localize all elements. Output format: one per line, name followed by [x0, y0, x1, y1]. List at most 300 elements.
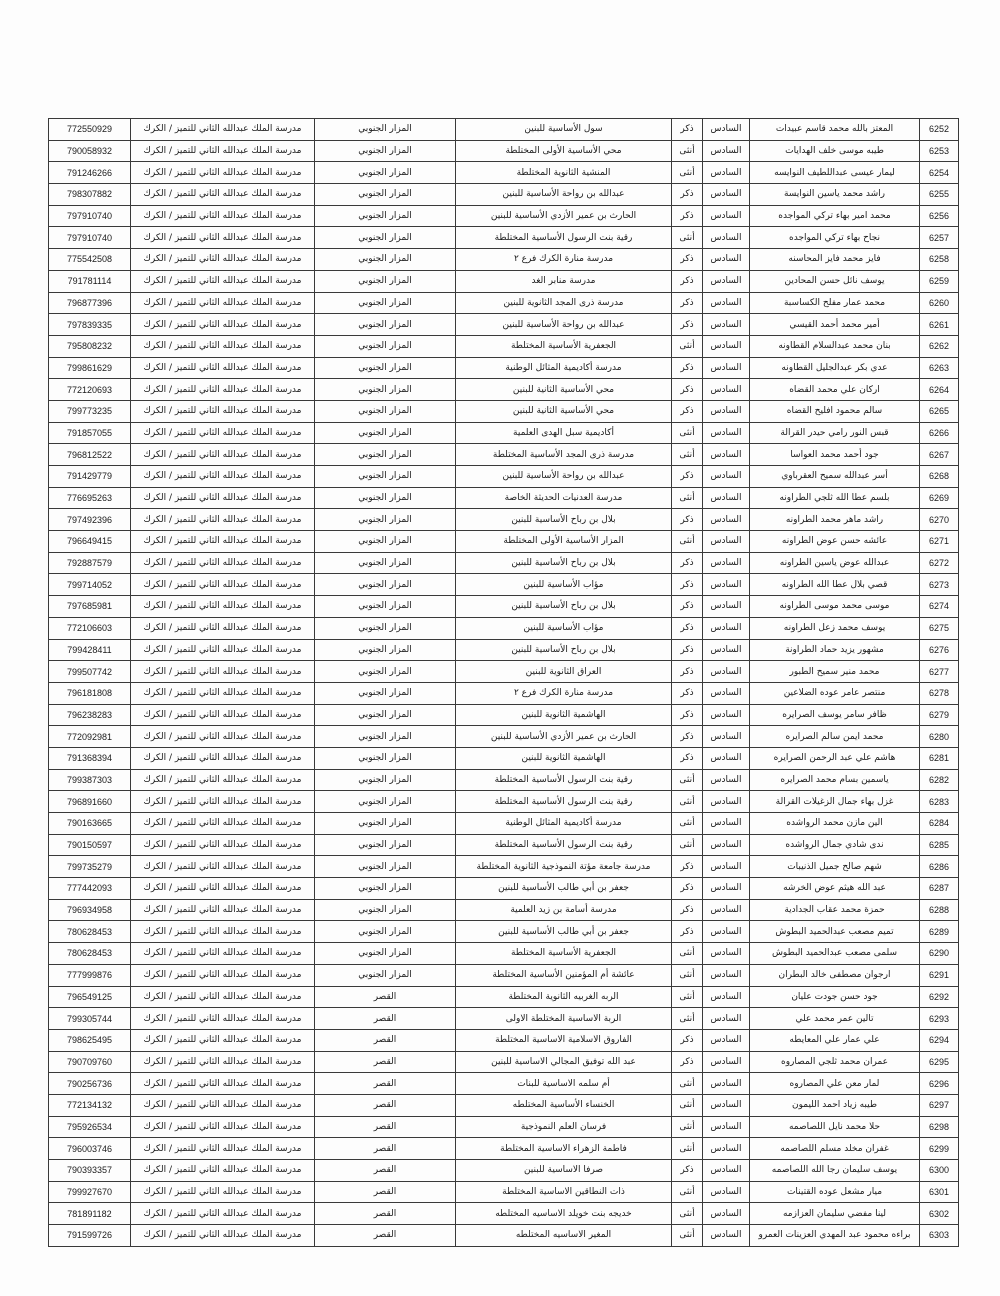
exam-center-cell: مدرسة الملك عبدالله الثاني للتميز / الكرك	[131, 964, 315, 986]
table-row	[49, 1029, 959, 1051]
student-name-cell: عائشه حسن عوض الطراونه	[750, 531, 920, 553]
school-cell: الهاشمية الثانوية للبنين	[456, 747, 672, 769]
phone-cell: 791429779	[49, 466, 131, 488]
grade-cell: السادس	[703, 921, 750, 943]
school-cell: رقية بنت الرسول الأساسية المختلطة	[456, 769, 672, 791]
directorate-cell: المزار الجنوبي	[315, 227, 456, 249]
directorate-cell: المزار الجنوبي	[315, 140, 456, 162]
table-row	[49, 747, 959, 769]
table-row	[49, 1073, 959, 1095]
phone-cell: 776695263	[49, 487, 131, 509]
exam-center-cell: مدرسة الملك عبدالله الثاني للتميز / الكرك	[131, 292, 315, 314]
school-cell: مدرسة العدنيات الحديثة الخاصة	[456, 487, 672, 509]
serial-number-cell: 6290	[920, 943, 959, 965]
serial-number-cell: 6277	[920, 661, 959, 683]
phone-cell: 796549125	[49, 986, 131, 1008]
school-cell: مدرسة ذرى المجد الثانوية للبنين	[456, 292, 672, 314]
table-row	[49, 1225, 959, 1247]
table-row	[49, 162, 959, 184]
grade-cell: السادس	[703, 1116, 750, 1138]
serial-number-cell: 6278	[920, 682, 959, 704]
school-cell: الجعفرية الأساسية المختلطة	[456, 335, 672, 357]
directorate-cell: المزار الجنوبي	[315, 487, 456, 509]
student-name-cell: أمير محمد أحمد القيسي	[750, 314, 920, 336]
exam-center-cell: مدرسة الملك عبدالله الثاني للتميز / الكرك	[131, 878, 315, 900]
school-cell: عبدالله بن رواحة الأساسية للبنين	[456, 466, 672, 488]
table-row	[49, 943, 959, 965]
grade-cell: السادس	[703, 270, 750, 292]
grade-cell: السادس	[703, 661, 750, 683]
table-row	[49, 140, 959, 162]
exam-center-cell: مدرسة الملك عبدالله الثاني للتميز / الكرك	[131, 509, 315, 531]
student-name-cell: تميم مصعب عبدالحميد البطوش	[750, 921, 920, 943]
student-name-cell: عدي بكر عبدالجليل القطاونه	[750, 357, 920, 379]
phone-cell: 772134132	[49, 1094, 131, 1116]
directorate-cell: المزار الجنوبي	[315, 509, 456, 531]
phone-cell: 790393357	[49, 1160, 131, 1182]
school-cell: مؤاب الأساسية للبنين	[456, 574, 672, 596]
student-roster-table	[48, 118, 959, 1247]
phone-cell: 799735279	[49, 856, 131, 878]
table-row	[49, 639, 959, 661]
gender-cell: ذكر	[672, 856, 703, 878]
exam-center-cell: مدرسة الملك عبدالله الثاني للتميز / الكرك	[131, 834, 315, 856]
student-name-cell: منتصر عامر عوده الضلاعين	[750, 682, 920, 704]
student-name-cell: جود حسن جودت عليان	[750, 986, 920, 1008]
student-name-cell: براءه محمود عبد المهدي العزينات العمرو	[750, 1225, 920, 1247]
school-cell: مدرسة منارة الكرك فرع ٢	[456, 682, 672, 704]
school-cell: بلال بن رباح الأساسية للبنين	[456, 509, 672, 531]
grade-cell: السادس	[703, 834, 750, 856]
phone-cell: 790709760	[49, 1051, 131, 1073]
table-row	[49, 466, 959, 488]
phone-cell: 796934958	[49, 899, 131, 921]
gender-cell: ذكر	[672, 1160, 703, 1182]
student-name-cell: بنان محمد عبدالسلام القطاونه	[750, 335, 920, 357]
student-name-cell: محمد امير بهاء تركي المواجده	[750, 205, 920, 227]
grade-cell: السادس	[703, 379, 750, 401]
serial-number-cell: 6265	[920, 400, 959, 422]
school-cell: عبدالله بن رواحة الأساسية للبنين	[456, 184, 672, 206]
phone-cell: 772092981	[49, 726, 131, 748]
gender-cell: ذكر	[672, 552, 703, 574]
grade-cell: السادس	[703, 943, 750, 965]
exam-center-cell: مدرسة الملك عبدالله الثاني للتميز / الكرك	[131, 119, 315, 141]
exam-center-cell: مدرسة الملك عبدالله الثاني للتميز / الكرك	[131, 639, 315, 661]
school-cell: الحارث بن عمير الأزدي الأساسية للبنين	[456, 726, 672, 748]
student-name-cell: شهم صالح جميل الذنيبات	[750, 856, 920, 878]
school-cell: أم سلمه الاساسية للبنات	[456, 1073, 672, 1095]
phone-cell: 777999876	[49, 964, 131, 986]
serial-number-cell: 6268	[920, 466, 959, 488]
directorate-cell: المزار الجنوبي	[315, 335, 456, 357]
directorate-cell: القصر	[315, 1073, 456, 1095]
directorate-cell: المزار الجنوبي	[315, 357, 456, 379]
table-row	[49, 813, 959, 835]
exam-center-cell: مدرسة الملك عبدالله الثاني للتميز / الكرك	[131, 574, 315, 596]
table-row	[49, 726, 959, 748]
school-cell: جعفر بن أبي طالب الأساسية للبنين	[456, 921, 672, 943]
gender-cell: ذكر	[672, 379, 703, 401]
directorate-cell: المزار الجنوبي	[315, 704, 456, 726]
serial-number-cell: 6302	[920, 1203, 959, 1225]
student-name-cell: محمد عمار مفلح الكساسبة	[750, 292, 920, 314]
grade-cell: السادس	[703, 292, 750, 314]
serial-number-cell: 6255	[920, 184, 959, 206]
grade-cell: السادس	[703, 184, 750, 206]
table-row	[49, 227, 959, 249]
student-name-cell: الين مازن محمد الرواشده	[750, 813, 920, 835]
gender-cell: ذكر	[672, 1051, 703, 1073]
grade-cell: السادس	[703, 422, 750, 444]
exam-center-cell: مدرسة الملك عبدالله الثاني للتميز / الكرك	[131, 249, 315, 271]
grade-cell: السادس	[703, 531, 750, 553]
table-row	[49, 704, 959, 726]
directorate-cell: القصر	[315, 1029, 456, 1051]
serial-number-cell: 6279	[920, 704, 959, 726]
grade-cell: السادس	[703, 1029, 750, 1051]
serial-number-cell: 6299	[920, 1138, 959, 1160]
exam-center-cell: مدرسة الملك عبدالله الثاني للتميز / الكرك	[131, 899, 315, 921]
phone-cell: 796812522	[49, 444, 131, 466]
gender-cell: أنثى	[672, 487, 703, 509]
gender-cell: أنثى	[672, 1094, 703, 1116]
serial-number-cell: 6294	[920, 1029, 959, 1051]
serial-number-cell: 6287	[920, 878, 959, 900]
gender-cell: ذكر	[672, 704, 703, 726]
table-row	[49, 249, 959, 271]
school-cell: الهاشمية الثانوية للبنين	[456, 704, 672, 726]
serial-number-cell: 6270	[920, 509, 959, 531]
gender-cell: أنثى	[672, 1181, 703, 1203]
table-row	[49, 509, 959, 531]
directorate-cell: المزار الجنوبي	[315, 726, 456, 748]
exam-center-cell: مدرسة الملك عبدالله الثاني للتميز / الكرك	[131, 1225, 315, 1247]
directorate-cell: المزار الجنوبي	[315, 617, 456, 639]
exam-center-cell: مدرسة الملك عبدالله الثاني للتميز / الكرك	[131, 487, 315, 509]
school-cell: أكاديمية سبل الهدى العلمية	[456, 422, 672, 444]
serial-number-cell: 6275	[920, 617, 959, 639]
student-name-cell: ندى شادي جمال الرواشده	[750, 834, 920, 856]
grade-cell: السادس	[703, 140, 750, 162]
grade-cell: السادس	[703, 1203, 750, 1225]
directorate-cell: المزار الجنوبي	[315, 184, 456, 206]
serial-number-cell: 6276	[920, 639, 959, 661]
directorate-cell: المزار الجنوبي	[315, 444, 456, 466]
phone-cell: 772106603	[49, 617, 131, 639]
school-cell: بلال بن رباح الأساسية للبنين	[456, 552, 672, 574]
exam-center-cell: مدرسة الملك عبدالله الثاني للتميز / الكرك	[131, 704, 315, 726]
exam-center-cell: مدرسة الملك عبدالله الثاني للتميز / الكرك	[131, 596, 315, 618]
exam-center-cell: مدرسة الملك عبدالله الثاني للتميز / الكرك	[131, 379, 315, 401]
grade-cell: السادس	[703, 227, 750, 249]
serial-number-cell: 6280	[920, 726, 959, 748]
gender-cell: ذكر	[672, 270, 703, 292]
directorate-cell: القصر	[315, 1094, 456, 1116]
table-row	[49, 119, 959, 141]
table-row	[49, 292, 959, 314]
student-name-cell: مشهور يزيد حماد الطراونة	[750, 639, 920, 661]
student-name-cell: طيبه زياد احمد الليمون	[750, 1094, 920, 1116]
directorate-cell: المزار الجنوبي	[315, 964, 456, 986]
student-name-cell: نجاح بهاء تركي المواجده	[750, 227, 920, 249]
gender-cell: ذكر	[672, 184, 703, 206]
serial-number-cell: 6272	[920, 552, 959, 574]
exam-center-cell: مدرسة الملك عبدالله الثاني للتميز / الكرك	[131, 1138, 315, 1160]
student-name-cell: محمد ايمن سالم الصرايره	[750, 726, 920, 748]
directorate-cell: القصر	[315, 1051, 456, 1073]
serial-number-cell: 6289	[920, 921, 959, 943]
grade-cell: السادس	[703, 813, 750, 835]
serial-number-cell: 6253	[920, 140, 959, 162]
student-name-cell: لينا مفضي سليمان العزازمه	[750, 1203, 920, 1225]
school-cell: المغير الاساسيه المختلطه	[456, 1225, 672, 1247]
gender-cell: ذكر	[672, 357, 703, 379]
grade-cell: السادس	[703, 878, 750, 900]
table-row	[49, 1181, 959, 1203]
table-row	[49, 379, 959, 401]
phone-cell: 772120693	[49, 379, 131, 401]
grade-cell: السادس	[703, 1008, 750, 1030]
exam-center-cell: مدرسة الملك عبدالله الثاني للتميز / الكرك	[131, 943, 315, 965]
serial-number-cell: 6257	[920, 227, 959, 249]
gender-cell: أنثى	[672, 834, 703, 856]
directorate-cell: المزار الجنوبي	[315, 574, 456, 596]
grade-cell: السادس	[703, 1181, 750, 1203]
exam-center-cell: مدرسة الملك عبدالله الثاني للتميز / الكرك	[131, 552, 315, 574]
exam-center-cell: مدرسة الملك عبدالله الثاني للتميز / الكرك	[131, 921, 315, 943]
directorate-cell: المزار الجنوبي	[315, 921, 456, 943]
grade-cell: السادس	[703, 552, 750, 574]
school-cell: الربة الاساسية المختلطة الاولى	[456, 1008, 672, 1030]
serial-number-cell: 6282	[920, 769, 959, 791]
student-name-cell: غفران مخلد مسلم اللصاصمه	[750, 1138, 920, 1160]
exam-center-cell: مدرسة الملك عبدالله الثاني للتميز / الكرك	[131, 1160, 315, 1182]
gender-cell: ذكر	[672, 119, 703, 141]
directorate-cell: القصر	[315, 1160, 456, 1182]
school-cell: محي الأساسية الأولى المختلطة	[456, 140, 672, 162]
directorate-cell: المزار الجنوبي	[315, 769, 456, 791]
gender-cell: ذكر	[672, 596, 703, 618]
exam-center-cell: مدرسة الملك عبدالله الثاني للتميز / الكرك	[131, 726, 315, 748]
exam-center-cell: مدرسة الملك عبدالله الثاني للتميز / الكرك	[131, 422, 315, 444]
directorate-cell: المزار الجنوبي	[315, 466, 456, 488]
phone-cell: 790163665	[49, 813, 131, 835]
grade-cell: السادس	[703, 791, 750, 813]
student-name-cell: حلا محمد نايل اللصاصمه	[750, 1116, 920, 1138]
student-name-cell: ارجوان مصطفى خالد البطران	[750, 964, 920, 986]
serial-number-cell: 6293	[920, 1008, 959, 1030]
gender-cell: أنثى	[672, 791, 703, 813]
serial-number-cell: 6271	[920, 531, 959, 553]
exam-center-cell: مدرسة الملك عبدالله الثاني للتميز / الكرك	[131, 444, 315, 466]
exam-center-cell: مدرسة الملك عبدالله الثاني للتميز / الكرك	[131, 227, 315, 249]
student-name-cell: اركان علي محمد القضاه	[750, 379, 920, 401]
grade-cell: السادس	[703, 249, 750, 271]
school-cell: مدرسة جامعة مؤتة النموذجية الثانوية المختلطة	[456, 856, 672, 878]
student-name-cell: قبس النور رامي حيدر القرالة	[750, 422, 920, 444]
directorate-cell: القصر	[315, 1138, 456, 1160]
serial-number-cell: 6266	[920, 422, 959, 444]
directorate-cell: القصر	[315, 1181, 456, 1203]
phone-cell: 780628453	[49, 943, 131, 965]
school-cell: عبدالله بن رواحة الأساسية للبنين	[456, 314, 672, 336]
phone-cell: 795926534	[49, 1116, 131, 1138]
table-row	[49, 1051, 959, 1073]
phone-cell: 799927670	[49, 1181, 131, 1203]
school-cell: سول الأساسية للبنين	[456, 119, 672, 141]
student-name-cell: يوسف محمد زعل الطراونه	[750, 617, 920, 639]
phone-cell: 790058932	[49, 140, 131, 162]
student-name-cell: ميار مشعل عوده القتينات	[750, 1181, 920, 1203]
school-cell: الحارث بن عمير الأزدي الأساسية للبنين	[456, 205, 672, 227]
phone-cell: 791368394	[49, 747, 131, 769]
grade-cell: السادس	[703, 726, 750, 748]
school-cell: رقية بنت الرسول الأساسية المختلطة	[456, 834, 672, 856]
gender-cell: أنثى	[672, 140, 703, 162]
gender-cell: ذكر	[672, 682, 703, 704]
table-row	[49, 899, 959, 921]
directorate-cell: المزار الجنوبي	[315, 205, 456, 227]
table-row	[49, 205, 959, 227]
school-cell: رقية بنت الرسول الأساسية المختلطة	[456, 791, 672, 813]
gender-cell: ذكر	[672, 574, 703, 596]
directorate-cell: المزار الجنوبي	[315, 379, 456, 401]
student-name-cell: يوسف سليمان رجا الله اللصاصمه	[750, 1160, 920, 1182]
gender-cell: أنثى	[672, 1138, 703, 1160]
gender-cell: ذكر	[672, 661, 703, 683]
directorate-cell: المزار الجنوبي	[315, 856, 456, 878]
directorate-cell: المزار الجنوبي	[315, 943, 456, 965]
gender-cell: أنثى	[672, 1008, 703, 1030]
table-row	[49, 986, 959, 1008]
directorate-cell: القصر	[315, 986, 456, 1008]
table-row	[49, 552, 959, 574]
exam-center-cell: مدرسة الملك عبدالله الثاني للتميز / الكرك	[131, 661, 315, 683]
phone-cell: 791246266	[49, 162, 131, 184]
directorate-cell: المزار الجنوبي	[315, 661, 456, 683]
exam-center-cell: مدرسة الملك عبدالله الثاني للتميز / الكرك	[131, 184, 315, 206]
directorate-cell: المزار الجنوبي	[315, 791, 456, 813]
phone-cell: 792887579	[49, 552, 131, 574]
serial-number-cell: 6286	[920, 856, 959, 878]
exam-center-cell: مدرسة الملك عبدالله الثاني للتميز / الكرك	[131, 270, 315, 292]
school-cell: المنشية الثانوية المختلطة	[456, 162, 672, 184]
gender-cell: أنثى	[672, 162, 703, 184]
gender-cell: أنثى	[672, 943, 703, 965]
directorate-cell: المزار الجنوبي	[315, 422, 456, 444]
exam-center-cell: مدرسة الملك عبدالله الثاني للتميز / الكرك	[131, 1181, 315, 1203]
school-cell: مدرسة منابر الغد	[456, 270, 672, 292]
student-name-cell: طيبه موسى خلف الهدايات	[750, 140, 920, 162]
serial-number-cell: 6254	[920, 162, 959, 184]
roster-body	[49, 119, 959, 1247]
table-row	[49, 1203, 959, 1225]
serial-number-cell: 6301	[920, 1181, 959, 1203]
student-name-cell: سلمى مصعب عبدالحميد البطوش	[750, 943, 920, 965]
grade-cell: السادس	[703, 769, 750, 791]
grade-cell: السادس	[703, 899, 750, 921]
serial-number-cell: 6297	[920, 1094, 959, 1116]
table-row	[49, 856, 959, 878]
serial-number-cell: 6283	[920, 791, 959, 813]
serial-number-cell: 6291	[920, 964, 959, 986]
serial-number-cell: 6252	[920, 119, 959, 141]
student-name-cell: موسى محمد موسى الطراونه	[750, 596, 920, 618]
student-name-cell: فايز محمد فايز المحاسنه	[750, 249, 920, 271]
phone-cell: 796877396	[49, 292, 131, 314]
exam-center-cell: مدرسة الملك عبدالله الثاني للتميز / الكرك	[131, 335, 315, 357]
directorate-cell: المزار الجنوبي	[315, 899, 456, 921]
grade-cell: السادس	[703, 119, 750, 141]
school-cell: الربه الغربيه الثانوية المختلطة	[456, 986, 672, 1008]
exam-center-cell: مدرسة الملك عبدالله الثاني للتميز / الكرك	[131, 531, 315, 553]
directorate-cell: المزار الجنوبي	[315, 834, 456, 856]
serial-number-cell: 6281	[920, 747, 959, 769]
table-row	[49, 791, 959, 813]
gender-cell: ذكر	[672, 1029, 703, 1051]
gender-cell: أنثى	[672, 1073, 703, 1095]
gender-cell: أنثى	[672, 813, 703, 835]
school-cell: الفاروق الاسلامية الاساسية المختلطة	[456, 1029, 672, 1051]
school-cell: الخنساء الأساسية المختلطه	[456, 1094, 672, 1116]
table-row	[49, 617, 959, 639]
gender-cell: أنثى	[672, 1225, 703, 1247]
table-row	[49, 314, 959, 336]
directorate-cell: المزار الجنوبي	[315, 292, 456, 314]
exam-center-cell: مدرسة الملك عبدالله الثاني للتميز / الكرك	[131, 400, 315, 422]
gender-cell: أنثى	[672, 444, 703, 466]
table-row	[49, 964, 959, 986]
grade-cell: السادس	[703, 639, 750, 661]
student-name-cell: علي عمار علي المعايطه	[750, 1029, 920, 1051]
directorate-cell: المزار الجنوبي	[315, 314, 456, 336]
table-row	[49, 1138, 959, 1160]
student-name-cell: محمد منير سميح الطبور	[750, 661, 920, 683]
grade-cell: السادس	[703, 400, 750, 422]
serial-number-cell: 6303	[920, 1225, 959, 1247]
school-cell: الجعفرية الأساسية المختلطة	[456, 943, 672, 965]
grade-cell: السادس	[703, 205, 750, 227]
school-cell: مؤاب الأساسية للبنين	[456, 617, 672, 639]
phone-cell: 780628453	[49, 921, 131, 943]
gender-cell: ذكر	[672, 400, 703, 422]
school-cell: جعفر بن أبي طالب الأساسية للبنين	[456, 878, 672, 900]
exam-center-cell: مدرسة الملك عبدالله الثاني للتميز / الكرك	[131, 1203, 315, 1225]
grade-cell: السادس	[703, 314, 750, 336]
directorate-cell: المزار الجنوبي	[315, 249, 456, 271]
gender-cell: ذكر	[672, 921, 703, 943]
grade-cell: السادس	[703, 682, 750, 704]
student-name-cell: عبد الله هيثم عوض الخرشه	[750, 878, 920, 900]
student-name-cell: غزل بهاء جمال الزغيلات القرالة	[750, 791, 920, 813]
school-cell: مدرسة ذرى المجد الأساسية المختلطة	[456, 444, 672, 466]
student-name-cell: عمران محمد ثلجي المصاروه	[750, 1051, 920, 1073]
serial-number-cell: 6256	[920, 205, 959, 227]
table-row	[49, 921, 959, 943]
student-name-cell: جود أحمد محمد العواسا	[750, 444, 920, 466]
school-cell: بلال بن رباح الأساسية للبنين	[456, 639, 672, 661]
serial-number-cell: 6296	[920, 1073, 959, 1095]
table-row	[49, 1008, 959, 1030]
serial-number-cell: 6300	[920, 1160, 959, 1182]
directorate-cell: المزار الجنوبي	[315, 270, 456, 292]
serial-number-cell: 6285	[920, 834, 959, 856]
serial-number-cell: 6298	[920, 1116, 959, 1138]
school-cell: مدرسة أكاديمية المثائل الوطنية	[456, 813, 672, 835]
phone-cell: 799387303	[49, 769, 131, 791]
grade-cell: السادس	[703, 1073, 750, 1095]
